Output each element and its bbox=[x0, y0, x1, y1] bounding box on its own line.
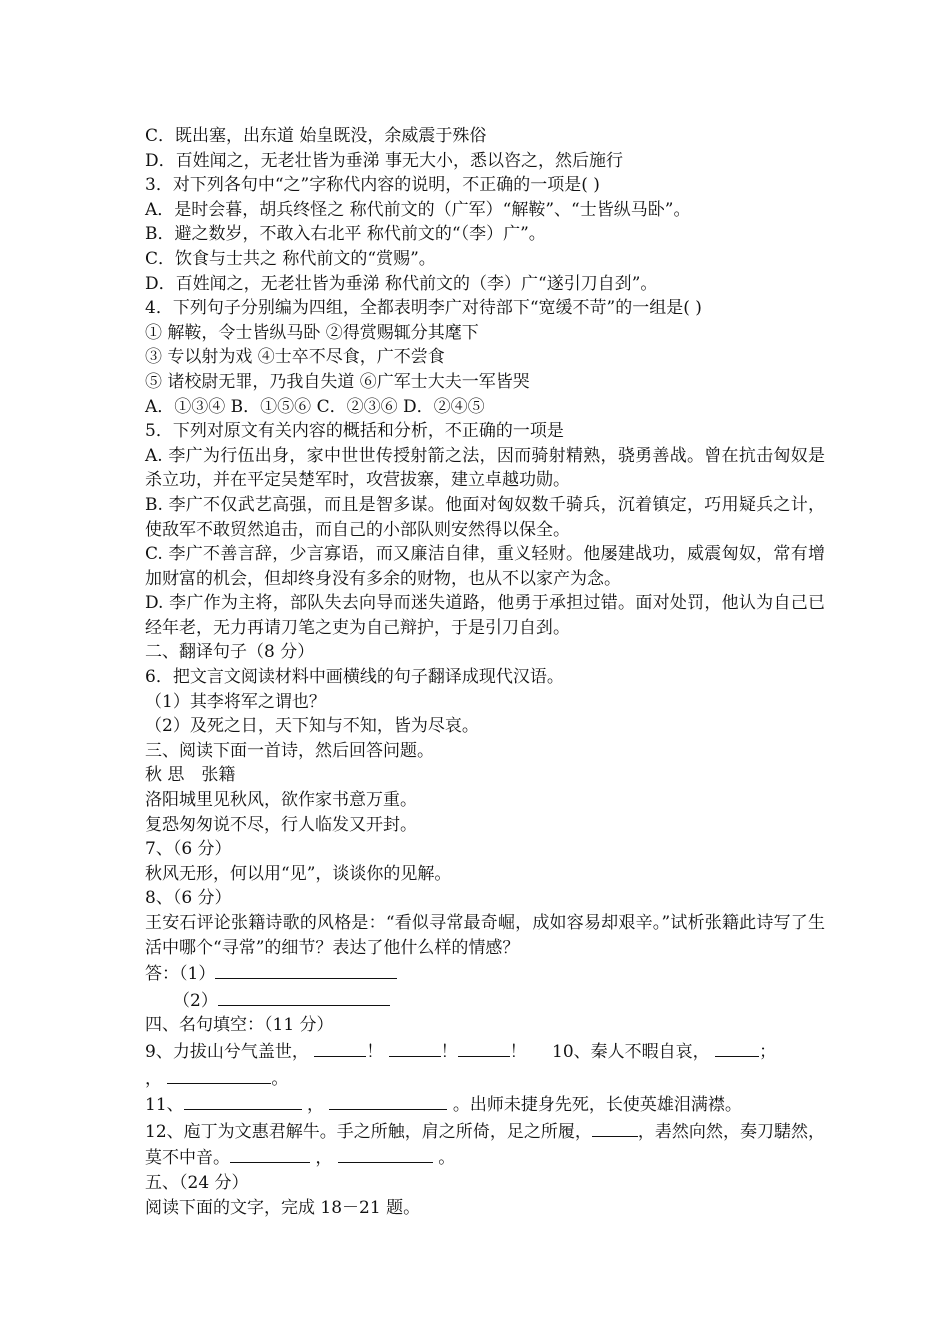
q3-option-c: C．饮食与士共之 称代前文的“赏赐”。 bbox=[145, 248, 436, 269]
q10-blank-2[interactable] bbox=[167, 1065, 271, 1084]
q9-blank-3[interactable] bbox=[458, 1038, 510, 1057]
q5-option-d: D. 李广作为主将，部队失去向导而迷失道路，他勇于承担过错。面对处罚，他认为自己已经年老，无力再请刀笔之吏为自己辩护，于是引刀自刭。 bbox=[145, 593, 825, 638]
answer-blank-1[interactable] bbox=[215, 960, 397, 979]
q12-blank-1[interactable] bbox=[592, 1118, 638, 1137]
question-9-10 bbox=[145, 1038, 825, 1065]
option-d-line: D．百姓闻之，无老壮皆为垂涕 事无大小，悉以咨之，然后施行 bbox=[145, 150, 624, 171]
q4-items-5-6: ⑤ 诸校尉无罪，乃我自失道 ⑥广军士大夫一军皆哭 bbox=[145, 371, 530, 392]
q4-options: A．①③④ B．①⑤⑥ C．②③⑥ D．②④⑤ bbox=[145, 396, 485, 417]
poem-line-1: 洛阳城里见秋风，欲作家书意万重。 bbox=[145, 790, 417, 811]
answer-label-2: （2） bbox=[173, 990, 218, 1011]
q12-text-2: ，砉然向然，奏刀騞然，莫不中音。 bbox=[145, 1121, 825, 1169]
q9-excl-1: ！ bbox=[366, 1041, 384, 1062]
answer-line-1 bbox=[145, 960, 825, 987]
answer-line-2 bbox=[145, 987, 825, 1014]
q6-sentence-2: （2）及死之日，天下知与不知，皆为尽哀。 bbox=[145, 716, 479, 737]
q4-items-3-4: ③ 专以射为戏 ④士卒不尽食，广不尝食 bbox=[145, 347, 445, 368]
option-c-line: C．既出塞，出东道 始皇既没，余威震于殊俗 bbox=[145, 126, 487, 146]
q9-blank-1[interactable] bbox=[314, 1038, 366, 1057]
q3-option-d: D．百姓闻之，无老壮皆为垂涕 称代前文的（李）广“遂引刀自刭”。 bbox=[145, 273, 658, 294]
q9-blank-2[interactable] bbox=[389, 1038, 441, 1057]
question-7-label: 7、（6 分） bbox=[145, 839, 232, 860]
q10-semicolon: ； bbox=[759, 1041, 777, 1062]
q11-blank-2[interactable] bbox=[329, 1091, 447, 1110]
answer-blank-2[interactable] bbox=[218, 987, 390, 1006]
section-5-instruction: 阅读下面的文字，完成 18－21 题。 bbox=[145, 1197, 421, 1218]
answer-label-1: 答：（1） bbox=[145, 964, 216, 985]
question-5: 5．下列对原文有关内容的概括和分析，不正确的一项是 bbox=[145, 421, 564, 442]
q11-text: 。出师未捷身先死，长使英雄泪满襟。 bbox=[452, 1095, 742, 1116]
q3-option-b: B．避之数岁，不敢入右北平 称代前文的“（李）广”。 bbox=[145, 224, 546, 245]
poem-title: 秋 思 张籍 bbox=[145, 765, 236, 786]
q12-blank-3[interactable] bbox=[338, 1144, 433, 1163]
q9-excl-2: ！ bbox=[440, 1041, 458, 1062]
q11-blank-1[interactable] bbox=[184, 1091, 302, 1110]
q5-option-a: A. 李广为行伍出身，家中世世传授射箭之法，因而骑射精熟，骁勇善战。曾在抗击匈奴是杀立功，并在平定吴楚军时，攻营拔寨，建立卓越功勋。 bbox=[145, 445, 825, 491]
question-4: 4．下列句子分别编为四组，全都表明李广对待部下“宽缓不苛”的一组是( ) bbox=[145, 298, 702, 319]
section-4-heading: 四、名句填空：（11 分） bbox=[145, 1015, 334, 1036]
question-8: 王安石评论张籍诗歌的风格是：“看似寻常最奇崛，成如容易却艰辛。”试析张籍此诗写了生活中哪个“寻常”的细节？表达了他什么样的情感？ bbox=[145, 913, 825, 958]
q12-text: 12、庖丁为文惠君解牛。手之所触，肩之所倚，足之所履， bbox=[145, 1121, 592, 1142]
q4-items-1-2: ① 解鞍，令士皆纵马卧 ②得赏赐辄分其麾下 bbox=[145, 322, 479, 343]
q12-blank-2[interactable] bbox=[230, 1144, 310, 1163]
section-2-heading: 二、翻译句子（8 分） bbox=[145, 642, 315, 663]
question-6: 6．把文言文阅读材料中画横线的句子翻译成现代汉语。 bbox=[145, 667, 564, 688]
document-body bbox=[145, 124, 825, 1220]
q9-excl-3: ！ bbox=[509, 1041, 527, 1062]
q5-option-b: B. 李广不仅武艺高强，而且是智多谋。他面对匈奴数千骑兵，沉着镇定，巧用疑兵之计，使敌军不敢贸然追击，而自己的小部队则安然得以保全。 bbox=[145, 494, 825, 540]
question-12 bbox=[145, 1118, 825, 1171]
q10-text: 10、秦人不暇自哀， bbox=[552, 1041, 710, 1062]
q10-period: 。 bbox=[271, 1068, 289, 1089]
q10-continued bbox=[145, 1065, 825, 1092]
section-3-heading: 三、阅读下面一首诗，然后回答问题。 bbox=[145, 740, 434, 761]
section-5-heading: 五、（24 分） bbox=[145, 1172, 249, 1193]
poem-line-2: 复恐匆匆说不尽，行人临发又开封。 bbox=[145, 814, 417, 835]
q11-number: 11、 bbox=[145, 1095, 184, 1116]
q12-period: 。 bbox=[438, 1148, 456, 1169]
question-7: 秋风无形，何以用“见”，谈谈你的见解。 bbox=[145, 863, 452, 884]
q12-comma: ， bbox=[315, 1148, 333, 1169]
question-8-label: 8、（6 分） bbox=[145, 888, 232, 909]
q9-text: 9、力拔山兮气盖世， bbox=[145, 1041, 309, 1062]
q10-blank-1[interactable] bbox=[715, 1038, 759, 1057]
q11-comma: ， bbox=[307, 1095, 325, 1116]
question-3: 3．对下列各句中“之”字称代内容的说明，不正确的一项是( ) bbox=[145, 175, 600, 196]
q10-comma: ， bbox=[145, 1068, 162, 1089]
q5-option-c: C. 李广不善言辞，少言寡语，而又廉洁自律，重义轻财。他屡建战功，威震匈奴，常有增加财富的机会，但却终身没有多余的财物，也从不以家产为念。 bbox=[145, 544, 825, 589]
question-11 bbox=[145, 1091, 825, 1118]
q6-sentence-1: （1）其李将军之谓也？ bbox=[145, 691, 326, 712]
q3-option-a: A．是时会暮，胡兵终怪之 称代前文的（广军）“解鞍”、“士皆纵马卧”。 bbox=[145, 199, 691, 220]
